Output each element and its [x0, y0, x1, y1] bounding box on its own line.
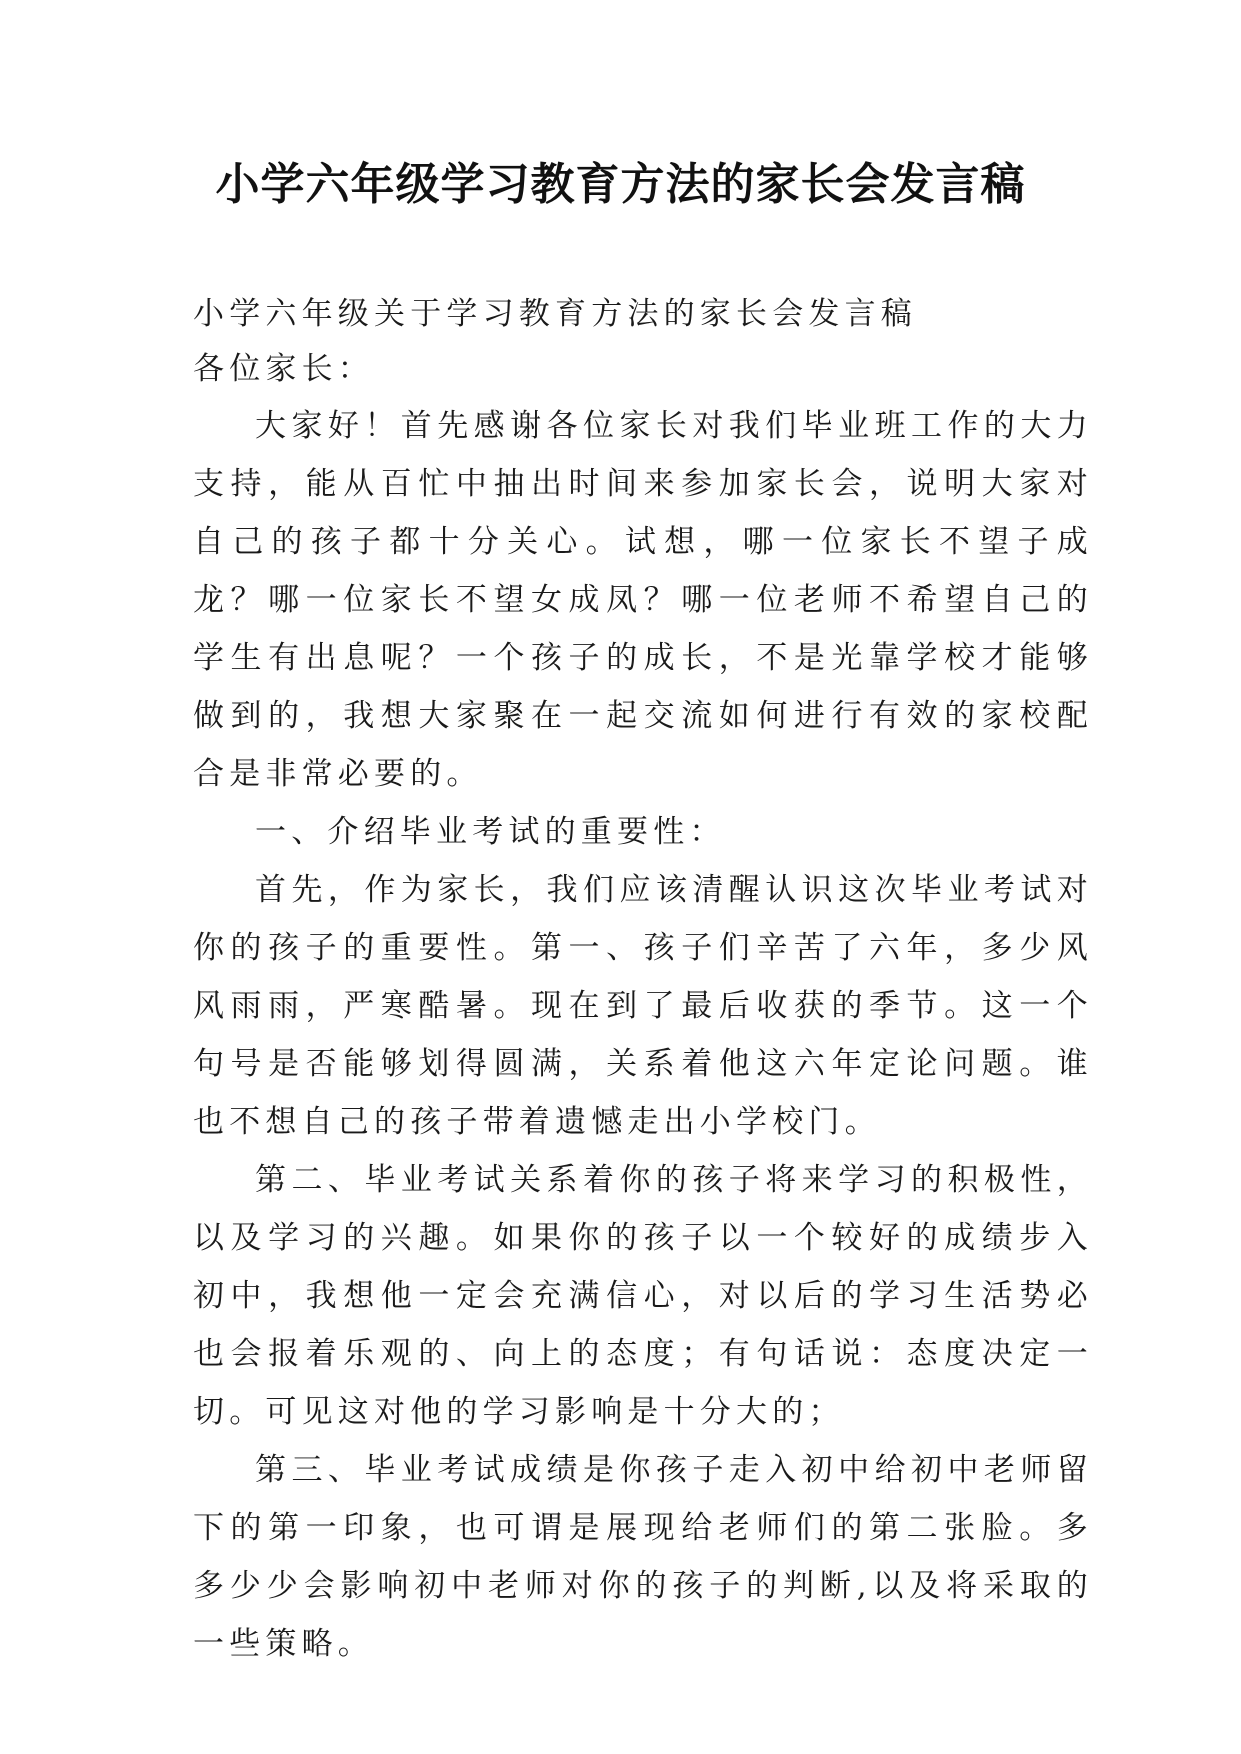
document-subtitle: 小学六年级关于学习教育方法的家长会发言稿	[193, 296, 917, 332]
section-heading: 一、介绍毕业考试的重要性：	[255, 814, 726, 850]
document-body	[193, 287, 1093, 1673]
paragraph-first: 首先，作为家长，我们应该清醒认识这次毕业考试对你的孩子的重要性。第一、孩子们辛苦了六年，多少风风雨雨，严寒酷暑。现在到了最后收获的季节。这一个句号是否能够划得圆满，关系着他这六年定论问题。谁也不想自己的孩子带着遗憾走出小学校门。	[193, 872, 1093, 1140]
paragraph-second: 第二、毕业考试关系着你的孩子将来学习的积极性，以及学习的兴趣。如果你的孩子以一个较好的成绩步入初中，我想他一定会充满信心，对以后的学习生活势必也会报着乐观的、向上的态度；有句话说：态度决定一切。可见这对他的学习影响是十分大的；	[193, 1162, 1093, 1430]
document-title: 小学六年级学习教育方法的家长会发言稿	[215, 159, 1026, 210]
paragraph-third: 第三、毕业考试成绩是你孩子走入初中给初中老师留下的第一印象，也可谓是展现给老师们的第二张脸。多多少少会影响初中老师对你的孩子的判断,以及将采取的一些策略。	[193, 1452, 1093, 1662]
salutation: 各位家长：	[193, 351, 374, 387]
paragraph-greeting: 大家好！首先感谢各位家长对我们毕业班工作的大力支持，能从百忙中抽出时间来参加家长会，说明大家对自己的孩子都十分关心。试想，哪一位家长不望子成龙？哪一位家长不望女成凤？哪一位老师不希望自己的学生有出息呢？一个孩子的成长，不是光靠学校才能够做到的，我想大家聚在一起交流如何进行有效的家校配合是非常必要的。	[193, 408, 1093, 792]
